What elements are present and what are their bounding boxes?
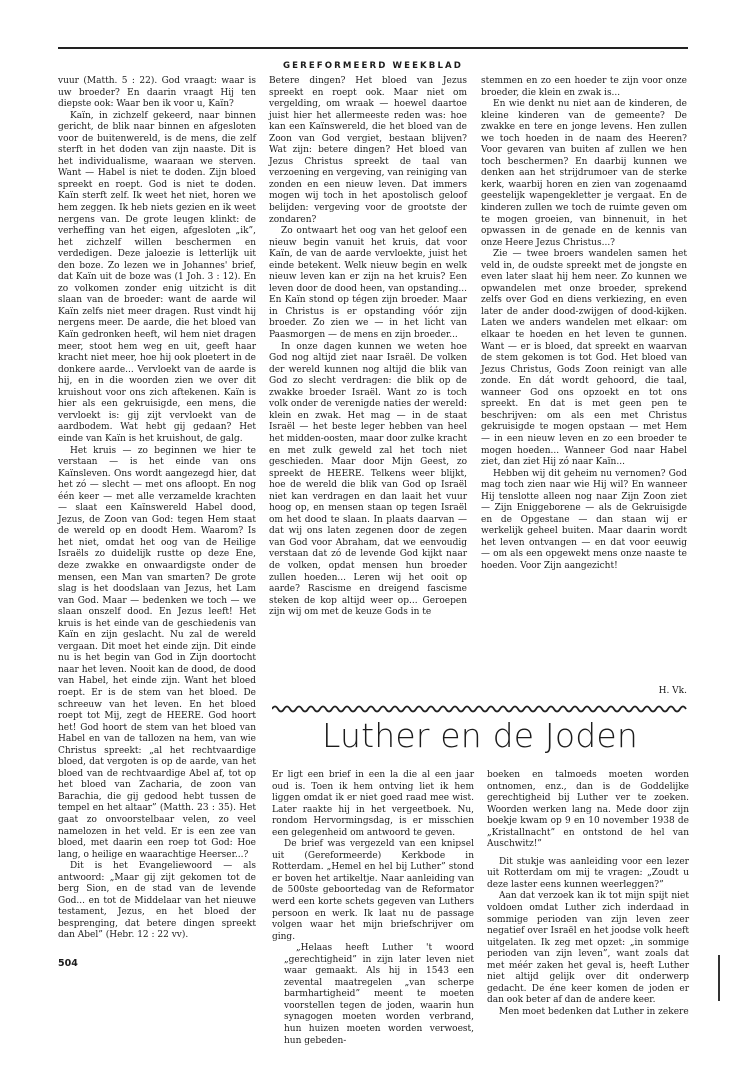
article-column-2 (269, 76, 467, 619)
paragraph: Hebben wij dit geheim nu vernomen? God mag toch zien naar wie Hij wil? En wanneer Hij tenslotte alleen nog naar Zijn Zoon ziet — Zijn Eniggeborene — als de Gekruisigde en de Opgestane — dan staan wij er werkelijk geheel buiten. Maar daarin wordt het leven ontvangen — en dat voor eeuwig — om als een opgewekt mens onze naaste te hoeden. Voor Zijn aangezicht! (481, 468, 687, 571)
paragraph: Zo ontwaart het oog van het geloof een nieuw begin vanuit het kruis, dat voor Kaïn, de van de aarde vervloekte, juist het einde betekent. Welk nieuw begin en welk nieuw leven kan er zijn na het kruis? Een leven door de dood heen, van opstanding... En Kaïn stond op tégen zijn broeder. Maar in Christus is er opstanding vóór zijn broeder. Zo zien we — in het licht van Paasmorgen — de mens en zijn broeder... (269, 226, 467, 341)
paragraph: Men moet bedenken dat Luther in zekere (499, 1006, 689, 1017)
article-title: Luther en de Joden (321, 716, 639, 755)
paragraph: vuur (Matth. 5 : 22). God vraagt: waar is uw broeder? En daarin vraagt Hij ten diepste ook: Waar ben ik voor u, Kaïn? (58, 76, 256, 110)
paragraph: In onze dagen kunnen we weten hoe God nog altijd ziet naar Israël. De volken der wereld kunnen nog altijd die blik van God zo slecht verdragen: die blik op de zwakke broeder Israël. Want zo is toch volk onder de verenigde naties der wereld: klein en zwak. Het mag — in de staat Israël — het beste leger hebben van heel het midden-oosten, maar door zulke kracht en met zulk geweld zal het toch niet geschieden. Maar door Mijn Geest, zo spreekt de HEERE. Telkens weer blijkt, hoe de wereld die blik van God op Israël niet kan verdragen en dan laait het vuur hoog op, en mensen staan op tegen Israël om het dood te slaan. In plaats daarvan — dat wij ons laten zegenen door de zegen van God voor Abraham, dat we eenvoudig verstaan dat zó de levende God kijkt naar de volken, opdat mensen hun broeder zullen hoeden... Leren wij het ooit op aarde? Rascisme en dreigend fascisme steken de kop altijd weer op... Geroepen zijn wij om met de keuze Gods in te (269, 341, 467, 618)
paragraph: Aan dat verzoek kan ik tot mijn spijt niet voldoen omdat Luther zich inderdaad in sommige perioden van zijn leven zeer negatief over Israël en het joodse volk heeft uitgelaten. Ik zeg met opzet: „in sommige perioden van zijn leven”, want zoals dat met méér zaken het geval is, heeft Luther niet altijd gelijk over dit onderwerp gedacht. De éne keer komen de joden er dan ook beter af dan de andere keer. (487, 891, 689, 1006)
paragraph: De brief was vergezeld van een knipsel uit (Gereformeerde) Kerkbode in Rotterdam. „Hemel en hel bij Luther” stond er boven het artikeltje. Naar aanleiding van de 500ste geboortedag van de Reformator werd een korte schets gegeven van Luthers persoon en werk. Ik laat nu de passage volgen waar het mijn briefschrijver om ging. (272, 839, 474, 942)
luther-column-1 (272, 770, 474, 1047)
article-column-3 (481, 76, 687, 573)
paragraph: stemmen en zo een hoeder te zijn voor onze broeder, die klein en zwak is... (481, 76, 687, 98)
luther-column-2 (487, 770, 689, 1018)
paragraph: Kaïn, in zichzelf gekeerd, naar binnen gericht, de blik naar binnen en afgesloten voor de buitenwereld, is de mens, die zelf sterft in het doden van zijn naaste. Dit is het individualisme, waaraan we sterven. Want — Habel is niet te doden. Zijn bloed spreekt en roept. God is niet te doden. Kaïn sterft zelf. Ik weet het niet, horen we hem zeggen. Ik heb niets gezien en ik weet nergens van. De grote leugen klinkt: de verheffing van het eigen, afgesloten „ik”, het zichzelf willen beschermen en verdedigen. Deze jaloezie is letterlijk uit den boze. Zo lezen we in Johannes' brief, dat Kaïn uit de boze was (1 Joh. 3 : 12). En zo volkomen zonder enig uitzicht is dit slaan van de broeder: want de aarde wil Kaïn zelfs niet meer dragen. Rust vindt hij nergens meer. De aarde, die het bloed van Kaïn gedronken heeft, wil hem niet dragen meer, stoot hem weg en uit, geeft haar kracht niet meer, hoe hij ook ploetert in de donkere aarde... Vervloekt van de aarde is hij, en in die woorden zien we over dit kruishout voor ons zich aftekenen. Kaïn is hier als een gekruisigde, een mens, die vervloekt is: gij zijt vervloekt van de aardbodem. Wat hebt gij gedaan? Het einde van Kaïn is het kruishout, de galg. (58, 110, 256, 444)
block-quote: „Helaas heeft Luther 't woord „gerechtigheid” in zijn later leven niet waar gemaakt. Als hij in 1543 een zevental maatregelen „van scherpe barmhartigheid” meent te moeten voorstellen tegen de joden, waarin hun synagogen moeten worden verbrand, hun huizen moeten worden verwoest, hun gebeden- (284, 943, 474, 1046)
paragraph: Het kruis — zo beginnen we hier te verstaan — is het einde van ons Kaïnsleven. Ons wordt aangezegd hier, dat het zó — slecht — met ons afloopt. En nog één keer — met alle verzamelde krachten — slaat een Kaïnswereld Habel dood, Jezus, de Zoon van God: tegen Hem staat de wereld op en doodt Hem. Waarom? Is het niet, omdat het oog van de Heilige Israëls zo duidelijk rustte op deze Ene, deze zwakke en onwaardigste onder de mensen, een Man van smarten? De grote slag is het doodslaan van Jezus, het Lam van God. Maar — bedenken we toch — we slaan onszelf dood. En Jezus leeft! Het kruis is het einde van de geschiedenis van Kaïn en zijn geslacht. Nu zal de wereld vergaan. Dit moet het einde zijn. Dit einde nu is het begin van God in Zijn doortocht naar het leven. Nooit kan de dood, de dood van Habel, het einde zijn. Want het bloed roept. Er is de stem van het bloed. De schreeuw van het leven. En het bloed roept tot Mij, zegt de HEERE. God hoort het! God hoort de stem van het bloed van Habel en van de tallozen na hem, van wie Christus spreekt: „al het rechtvaardige bloed, dat vergoten is op de aarde, van het bloed van de rechtvaardige Abel af, tot op het bloed van Zacharia, de zoon van Barachia, die gij gedood hebt tussen de tempel en het altaar” (Matth. 23 : 35). Het gaat zo onvoorstelbaar velen, zo veel namelozen in het veld. Er is een zee van bloed, met daarin een roep tot God: Hoe lang, o heilige en waarachtige Heerser...? (58, 445, 256, 860)
block-quote-continued: boeken en talmoeds moeten worden ontnomen, enz., dan is de Goddelijke gerechtigheid bij Luther ver te zoeken. Woorden werken lang na. Mede door zijn boekje kwam op 9 en 10 november 1938 de „Kristallnacht” en ontstond de hel van Auschwitz!” (487, 770, 689, 850)
running-header: GEREFORMEERD WEEKBLAD (282, 61, 464, 71)
margin-bar (718, 955, 720, 1001)
paragraph: En wie denkt nu niet aan de kinderen, de kleine kinderen van de gemeente? De zwakke en tere en jonge levens. Hen zullen we toch hoeden in de naam des Heeren? Voor gevaren van buiten af zullen we hen toch beschermen? En daarbij kunnen we denken aan het strijdrumoer van de sterke kerk, waarbij horen en zien van zogenaamd geestelijk wapengekletter je vergaat. En de kinderen zullen we toch de ruimte geven om te mogen groeien, van binnenuit, in het opwassen in de genade en de kennis van onze Heere Jezus Christus...? (481, 99, 687, 248)
page-number: 504 (58, 958, 78, 969)
top-rule (58, 47, 688, 49)
paragraph: Dit is het Evangeliewoord — als antwoord: „Maar gij zijt gekomen tot de berg Sion, en de stad van de levende God... en tot de Middelaar van het nieuwe testament, Jezus, en het bloed der besprenging, dat betere dingen spreekt dan Abel” (Hebr. 12 : 22 vv). (58, 861, 256, 941)
paragraph: Zie — twee broers wandelen samen het veld in, de oudste spreekt met de jongste en even later slaat hij hem neer. Zo kunnen we opwandelen met onze broeder, sprekend zelfs over God en diens verkiezing, en even later de ander dood-zwijgen of dood-kijken. Laten we anders wandelen met elkaar: om elkaar te hoeden en het leven te gunnen. Want — er is bloed, dat spreekt en waarvan de stem gekomen is tot God. Het bloed van Jezus Christus, Gods Zoon reinigt van alle zonde. En dát wordt gehoord, die taal, wanneer God ons opzoekt en tot ons spreekt. En dat is met geen pen te beschrijven: om als een met Christus gekruisigde te mogen opstaan — met Hem — in een nieuw leven en zo een broeder te mogen hoeden... Wanneer God naar Habel ziet, dan ziet Hij zó naar Kaïn... (481, 249, 687, 468)
paragraph: Er ligt een brief in een la die al een jaar oud is. Toen ik hem ontving liet ik hem liggen omdat ik er niet goed raad mee wist. Later raakte hij in het vergeetboek. Nu, rondom Hervormingsdag, is er misschien een gelegenheid om antwoord te geven. (272, 770, 474, 838)
paragraph: Betere dingen? Het bloed van Jezus spreekt en roept ook. Maar niet om vergelding, om wraak — hoewel daartoe juist hier het allermeeste reden was: hoe kan een Kaïnswereld, die het bloed van de Zoon van God vergiet, bestaan blijven? Wat zijn: betere dingen? Het bloed van Jezus Christus spreekt de taal van verzoening en vergeving, van reiniging van zonden en een nieuw leven. Dat immers mogen wij toch in het apostolisch geloof belijden: vergeving voor de grootste der zondaren? (269, 76, 467, 225)
wavy-divider (272, 703, 688, 715)
author-signature: H. Vk. (658, 686, 687, 696)
article-column-1 (58, 76, 256, 942)
paragraph: Dit stukje was aanleiding voor een lezer uit Rotterdam om mij te vragen: „Zoudt u deze laster eens kunnen weerleggen?” (487, 856, 689, 890)
